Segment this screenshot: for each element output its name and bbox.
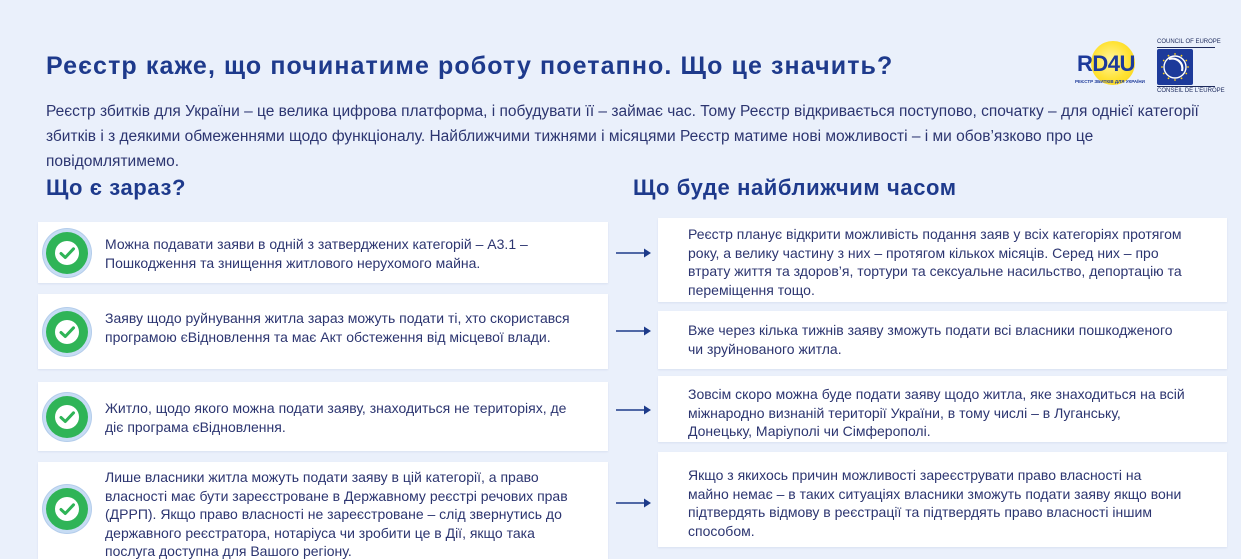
check-circle-icon [46,488,88,530]
text-line: програмою єВідновлення та має Акт обстеження від місцевої влади. [105,328,551,345]
text-line: чи зруйнованого житла. [688,340,842,357]
text-line: Зовсім скоро можна буде подати заяву щодо житла, яке знаходиться на всій [688,386,1185,402]
intro-line: – і ми обов’язково про це повідомлятимемо. [46,128,1094,170]
next-item-4 [658,452,1227,547]
text-line: втрату життя та здоров’я, тортури та сексуальне насильство, депортацію та [688,263,1182,279]
next-item-text [688,385,1205,441]
rd4u-logo-group [1075,38,1225,98]
next-item-3 [658,376,1227,442]
text-line: міжнародно визнаній території України, в тому числі – в Луганську, [688,404,1121,421]
now-item-1 [38,222,608,283]
text-line: способом. [688,522,755,539]
coe-divider [1157,47,1215,48]
coe-divider [1157,86,1215,87]
check-circle-icon [46,396,88,438]
coe-name-en: COUNCIL OF EUROPE [1157,39,1221,45]
text-line: Заяву щодо руйнування житла зараз можуть подати ті, хто скористався [105,310,570,326]
text-line: (ДРРП). Якщо право власності не зареєстроване – слід звернутись до [105,506,562,522]
text-line: переміщення тощо. [688,281,815,298]
text-line: Вже через кілька тижнів заяву зможуть подати всі власники пошкодженого [688,322,1173,338]
text-line: Можна подавати заяви в одній з затверджених категорій – А3.1 – [105,236,528,252]
now-item-2 [38,294,608,369]
text-line: Лише власники житла можуть подати заяву в цій категорії, а право [105,469,539,485]
next-item-text [688,466,1205,540]
text-line: діє програма єВідновлення. [105,418,286,435]
arrow-right-icon [614,324,654,338]
now-item-text [105,399,594,436]
now-item-text [105,468,594,559]
text-line: державного реєстратора, нотаріуса чи зробити це в Дії, якщо така [105,524,535,541]
now-item-text [105,235,594,272]
council-of-europe-flag-icon [1157,49,1193,85]
arrow-right-icon [614,496,654,510]
next-item-text [688,225,1205,299]
text-line: Реєстр планує відкрити можливість подання заяв у всіх категоріях протягом [688,226,1182,242]
rd4u-logo-subtitle: РЕЄСТР ЗБИТКІВ ДЛЯ УКРАЇНИ [1075,79,1145,84]
page-title: Реєстр каже, що починатиме роботу поетапно. Що це значить? [46,52,894,80]
arrow-right-icon [614,246,654,260]
next-item-2 [658,311,1227,369]
next-heading: Що буде найближчим часом [633,175,957,200]
text-line: року, а велику частину з них – протягом кількох місяців. Серед них – про [688,244,1159,261]
next-item-1 [658,218,1227,302]
intro-line: – для однієї категорії збитків і з деякими обмеженнями щодо функціоналу. Найближчими тижнями і місяцями Реєстр матиме нові можливості [46,103,1199,145]
text-line: Якщо з якихось причин можливості зареєструвати право власності на [688,467,1142,483]
intro-line: Реєстр збитків для України – це велика цифрова платформа, і побудувати її – займає час. Тому Реєстр відкривається поступово, спочатку [46,103,1044,120]
text-line: підтвердять відмову в реєстрації та підтвердять право власності іншим [688,504,1152,520]
text-line: Донецьку, Маріуполі чи Сімферополі. [688,423,931,439]
text-line: послуга доступна для Вашого регіону. [105,543,352,559]
now-item-4 [38,462,608,559]
intro-paragraph [46,99,1216,174]
now-heading: Що є зараз? [46,175,187,200]
text-line: власності має бути зареєстроване в Державному реєстрі речових прав [105,487,568,504]
next-item-text [688,321,1205,358]
coe-name-fr: CONSEIL DE L'EUROPE [1157,88,1225,94]
rd4u-logo-text: RD4U [1077,51,1135,76]
text-line: Пошкодження та знищення житлового нерухомого майна. [105,254,481,271]
text-line: майно немає – в таких ситуаціях власники зможуть подати заяву якщо вони [688,485,1182,502]
text-line: Житло, щодо якого можна подати заяву, знаходиться не територіях, де [105,400,567,416]
now-item-3 [38,382,608,451]
now-item-text [105,309,594,346]
check-circle-icon [46,311,88,353]
check-circle-icon [46,232,88,274]
arrow-right-icon [614,403,654,417]
